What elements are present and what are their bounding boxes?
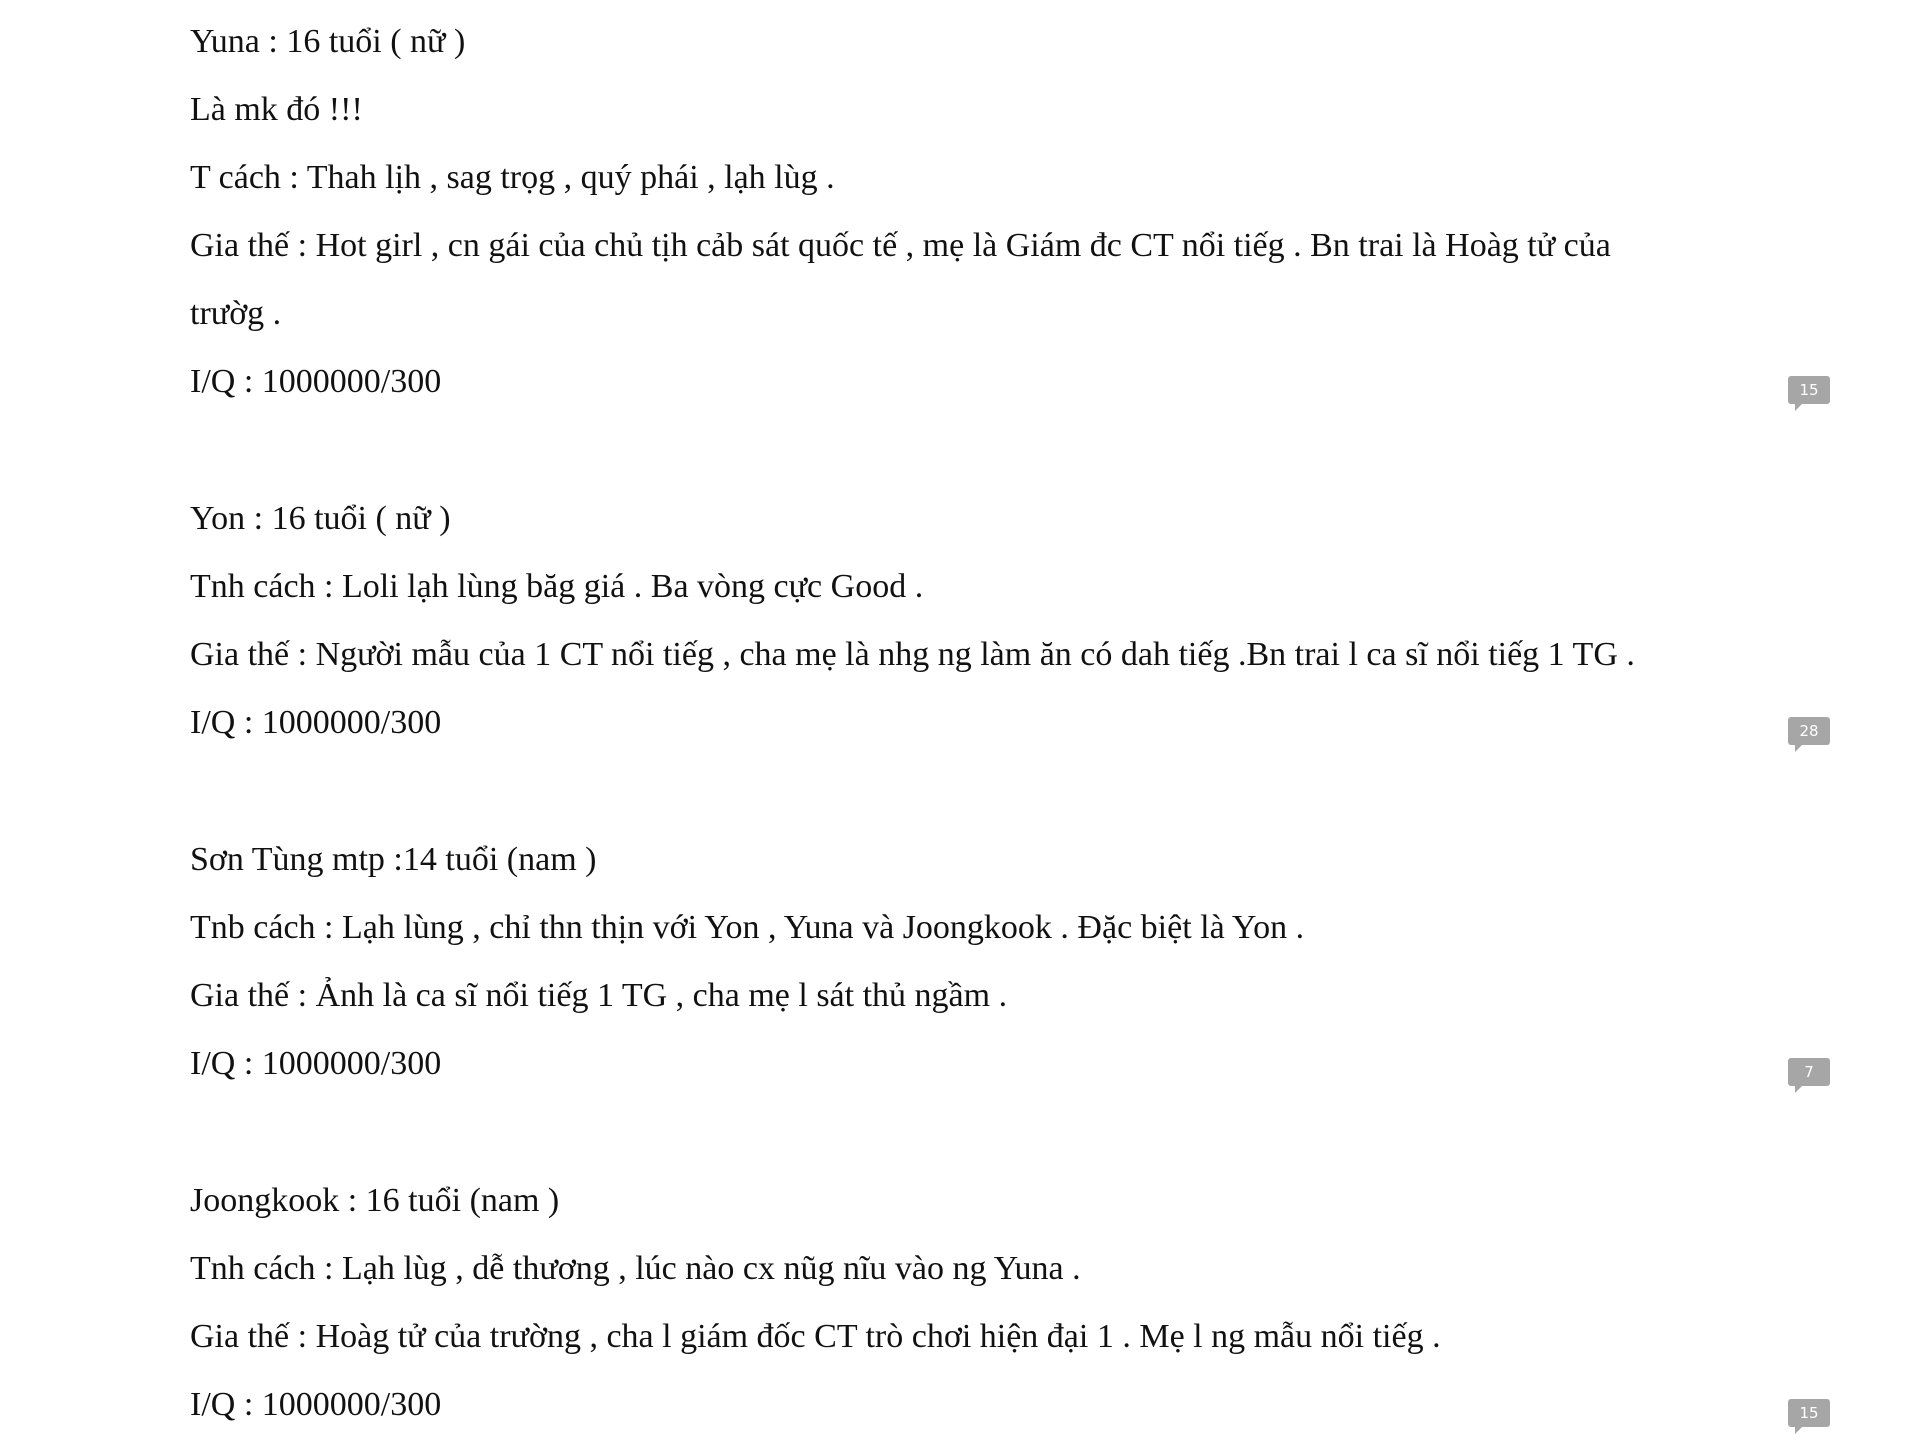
character-personality: Tnb cách : Lạh lùng , chỉ thn thịn với Yon , Yuna và Joongkook . Đặc biệt là Yon . <box>190 909 1305 946</box>
character-name-age: Yon : 16 tuổi ( nữ ) <box>190 500 451 537</box>
character-background-continued: trườg . <box>190 295 282 332</box>
character-name-age: Joongkook : 16 tuổi (nam ) <box>190 1182 560 1219</box>
character-name-age: Sơn Tùng mtp :14 tuổi (nam ) <box>190 841 597 878</box>
comment-count-badge[interactable]: 15 <box>1788 376 1830 404</box>
character-background: Gia thế : Ảnh là ca sĩ nổi tiếg 1 TG , cha mẹ l sát thủ ngầm . <box>190 977 1008 1014</box>
character-section-joongkook <box>190 0 1810 1440</box>
comment-count-badge[interactable]: 28 <box>1788 717 1830 745</box>
character-personality: Tnh cách : Lạh lùg , dễ thương , lúc nào cx nũg nĩu vào ng Yuna . <box>190 1250 1081 1287</box>
character-background: Gia thế : Hoàg tử của trường , cha l giám đốc CT trò chơi hiện đại 1 . Mẹ l ng mẫu nổi tiếg . <box>190 1318 1441 1355</box>
comment-count-badge[interactable]: 15 <box>1788 1399 1830 1427</box>
comment-count-badge[interactable]: 7 <box>1788 1058 1830 1086</box>
character-note: Là mk đó !!! <box>190 91 363 128</box>
character-iq: I/Q : 1000000/300 <box>190 704 442 741</box>
character-personality: T cách : Thah lịh , sag trọg , quý phái , lạh lùg . <box>190 159 835 196</box>
character-iq: I/Q : 1000000/300 <box>190 1386 442 1423</box>
character-background: Gia thế : Người mẫu của 1 CT nổi tiếg , cha mẹ là nhg ng làm ăn có dah tiếg .Bn trai l ca sĩ nổi tiếg 1 TG . <box>190 636 1635 673</box>
character-iq: I/Q : 1000000/300 <box>190 363 442 400</box>
character-name-age: Yuna : 16 tuổi ( nữ ) <box>190 23 466 60</box>
character-background: Gia thế : Hot girl , cn gái của chủ tịh cảb sát quốc tế , mẹ là Giám đc CT nổi tiếg . Bn trai là Hoàg tử của <box>190 227 1611 264</box>
character-personality: Tnh cách : Loli lạh lùng băg giá . Ba vòng cực Good . <box>190 568 924 605</box>
character-iq: I/Q : 1000000/300 <box>190 1045 442 1082</box>
